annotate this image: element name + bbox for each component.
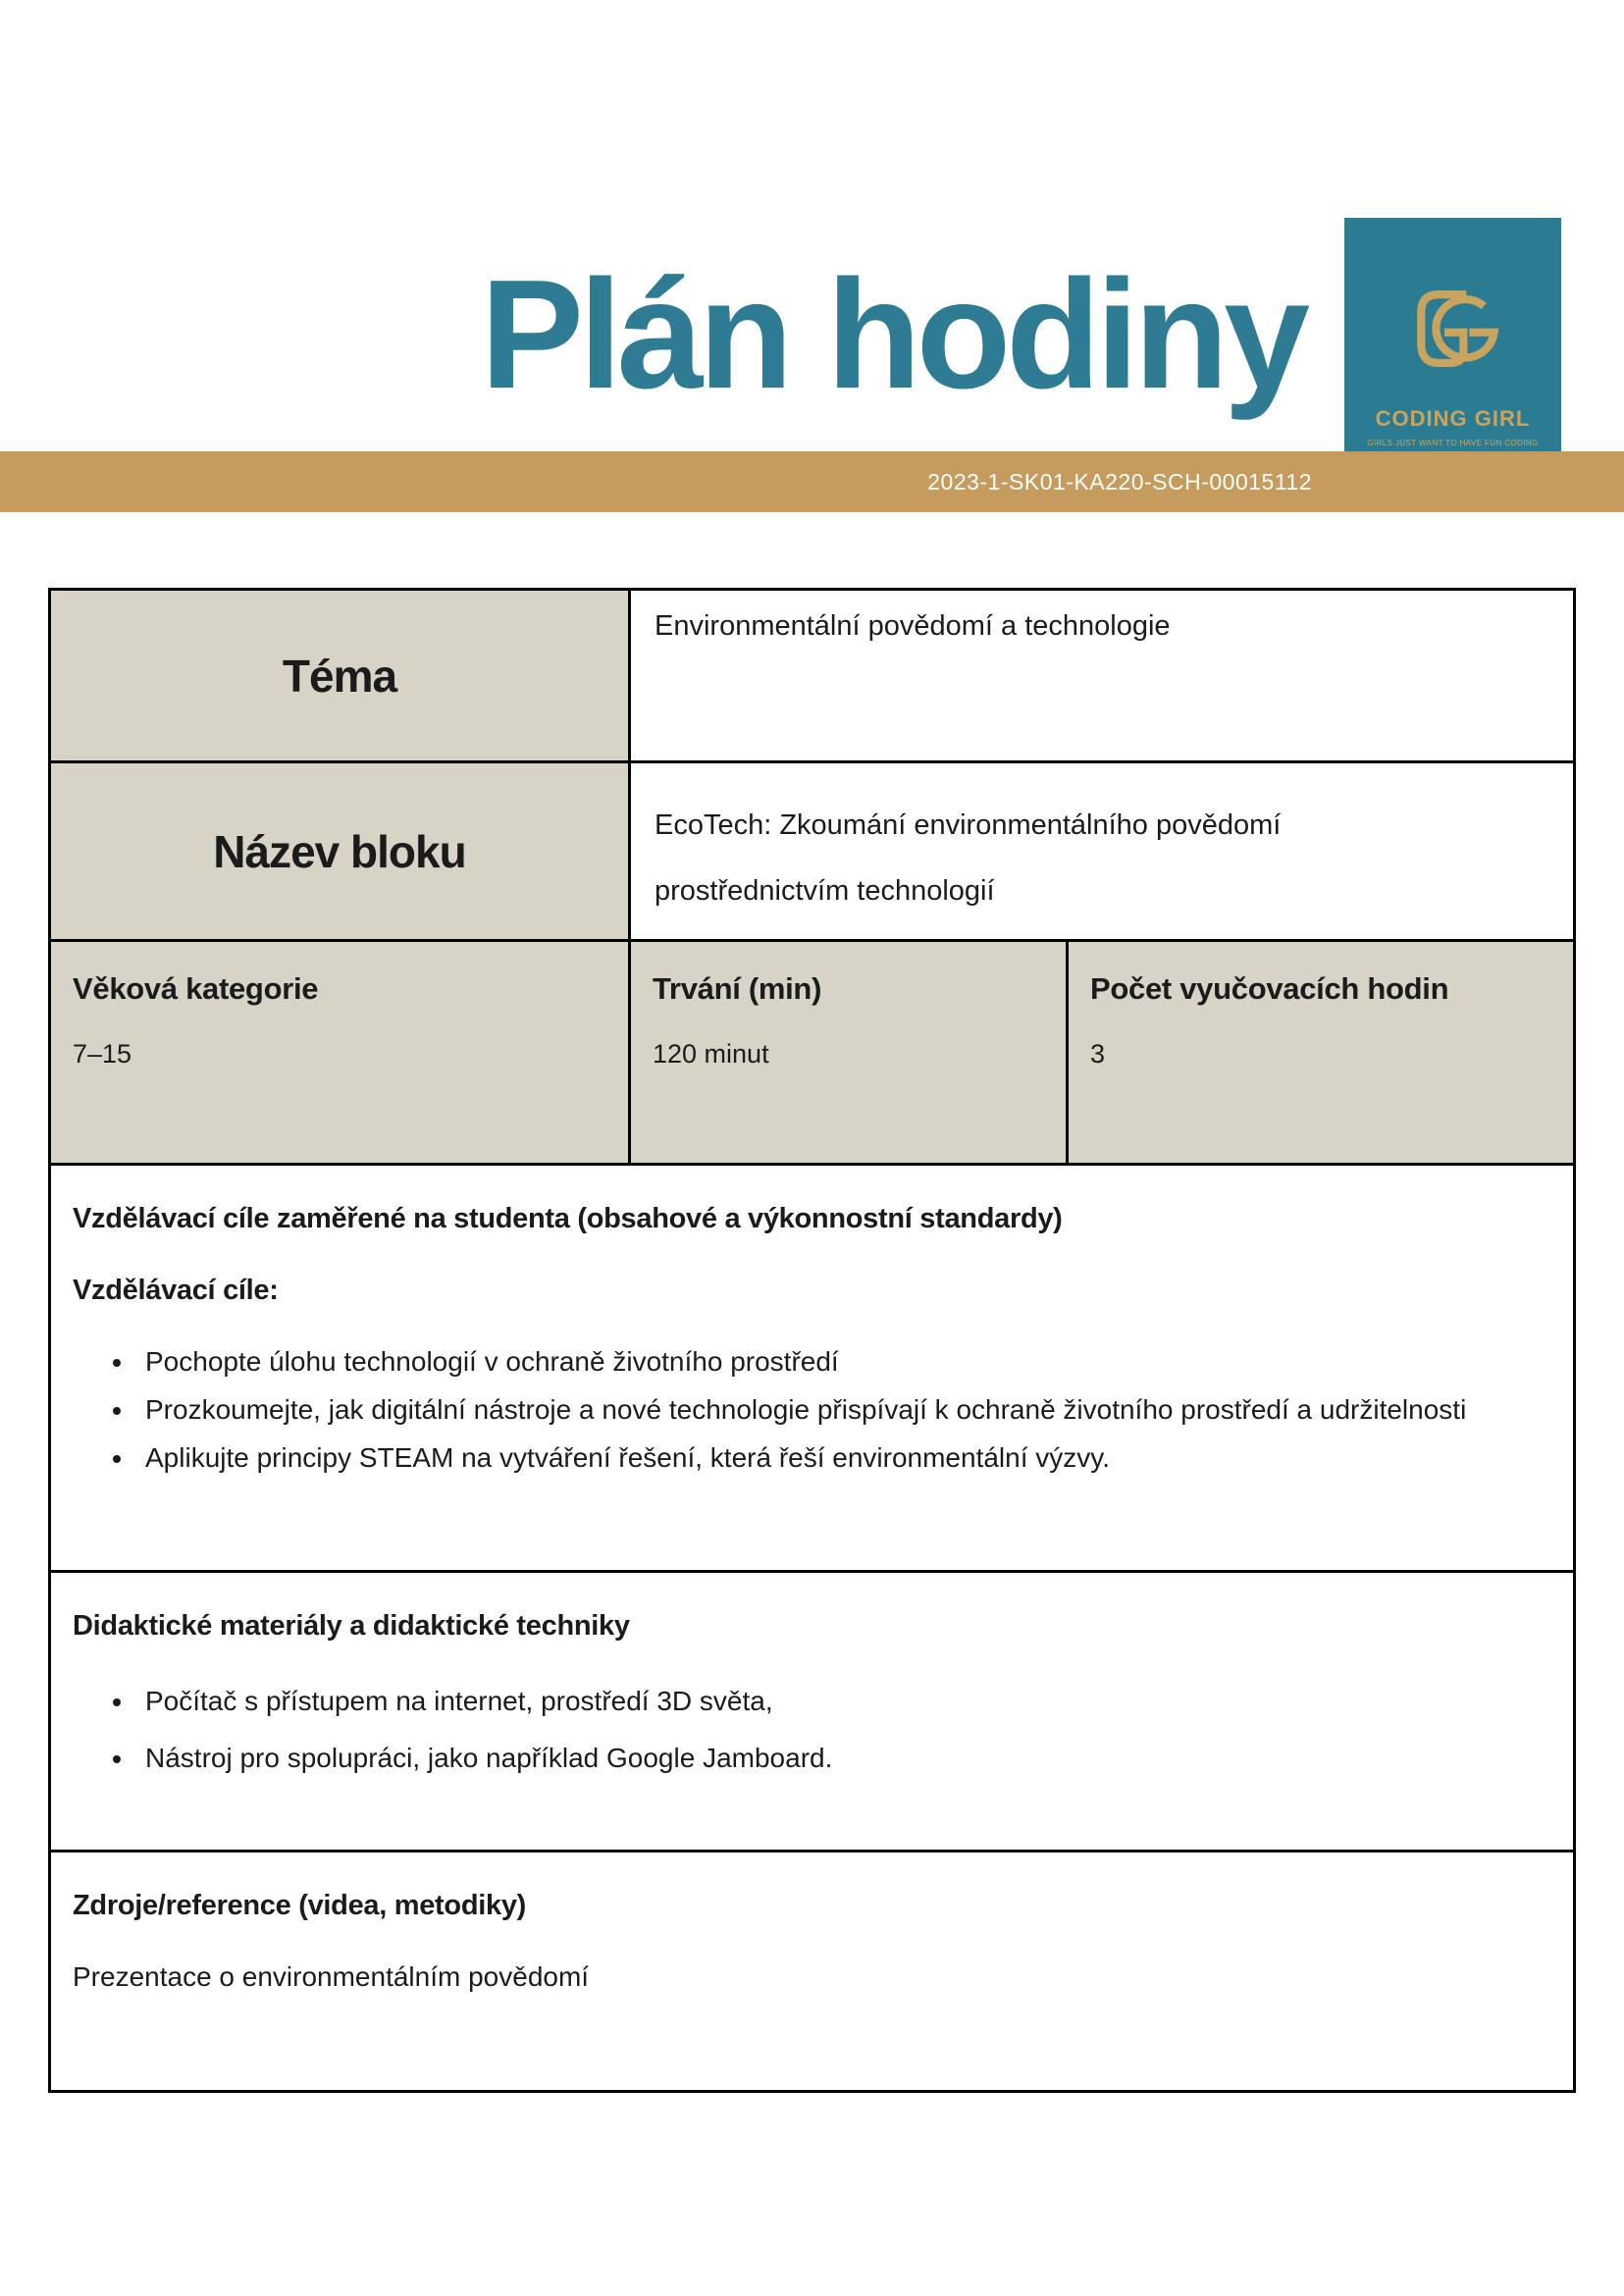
list-item: • Pochopte úlohu technologií v ochraně životního prostředí [135, 1340, 1547, 1383]
zdroje-cell [51, 1852, 1573, 2090]
logo-name: CODING GIRL [1375, 406, 1531, 431]
cile-bullet-list [73, 1340, 1547, 1481]
project-code: 2023-1-SK01-KA220-SCH-00015112 [927, 469, 1312, 495]
cile-cell [51, 1166, 1573, 1570]
zdroje-header: Zdroje/reference (videa, metodiky) [73, 1890, 527, 1921]
nazev-bloku-label: Název bloku [51, 763, 628, 939]
table-row-nazev-bloku [51, 760, 1573, 939]
trvani-label: Trvání (min) [653, 971, 822, 1006]
list-item: • Prozkoumejte, jak digitální nástroje a nové technologie přispívají k ochraně životního prostředí a udržitelnosti [135, 1388, 1547, 1432]
logo-tagline: GIRLS JUST WANT TO HAVE FUN CODING [1367, 439, 1539, 447]
lesson-plan-table [48, 588, 1576, 2093]
cile-subheader: Vzdělávací cíle: [73, 1275, 279, 1306]
trvani-value: 120 minut [653, 1039, 769, 1070]
list-item: • Počítač s přístupem na internet, prostředí 3D světa, [135, 1680, 1547, 1723]
coding-girl-monogram-icon [1402, 269, 1504, 394]
tema-value: Environmentální povědomí a technologie [628, 591, 1573, 760]
zdroje-value: Prezentace o environmentálním povědomí [73, 1961, 590, 1992]
table-row-meta [51, 939, 1573, 1163]
pocet-hodin-label: Počet vyučovacích hodin [1090, 971, 1449, 1006]
trvani-cell [628, 942, 1066, 1163]
materialy-header: Didaktické materiály a didaktické techniky [73, 1610, 630, 1642]
vekova-kategorie-label: Věková kategorie [73, 971, 319, 1006]
table-row-cile [51, 1163, 1573, 1570]
list-item: • Aplikujte principy STEAM na vytváření řešení, která řeší environmentální výzvy. [135, 1436, 1547, 1480]
table-row-zdroje [51, 1850, 1573, 2090]
nazev-bloku-value: EcoTech: Zkoumání environmentálního povědomí prostřednictvím technologií [628, 763, 1573, 939]
list-item: • Nástroj pro spolupráci, jako například Google Jamboard. [135, 1737, 1547, 1780]
tema-label: Téma [51, 591, 628, 760]
materialy-cell [51, 1573, 1573, 1850]
materialy-bullet-list [73, 1680, 1547, 1780]
table-row-materialy [51, 1570, 1573, 1850]
vekova-kategorie-value: 7–15 [73, 1039, 132, 1070]
pocet-hodin-value: 3 [1090, 1039, 1106, 1070]
vekova-kategorie-cell [51, 942, 628, 1163]
coding-girl-logo [1344, 218, 1561, 489]
table-row-tema [51, 591, 1573, 760]
page-title: Plán hodiny [480, 248, 1305, 421]
header-gold-bar [0, 451, 1624, 512]
pocet-hodin-cell [1066, 942, 1573, 1163]
cile-header: Vzdělávací cíle zaměřené na studenta (obsahové a výkonnostní standardy) [73, 1203, 1063, 1234]
